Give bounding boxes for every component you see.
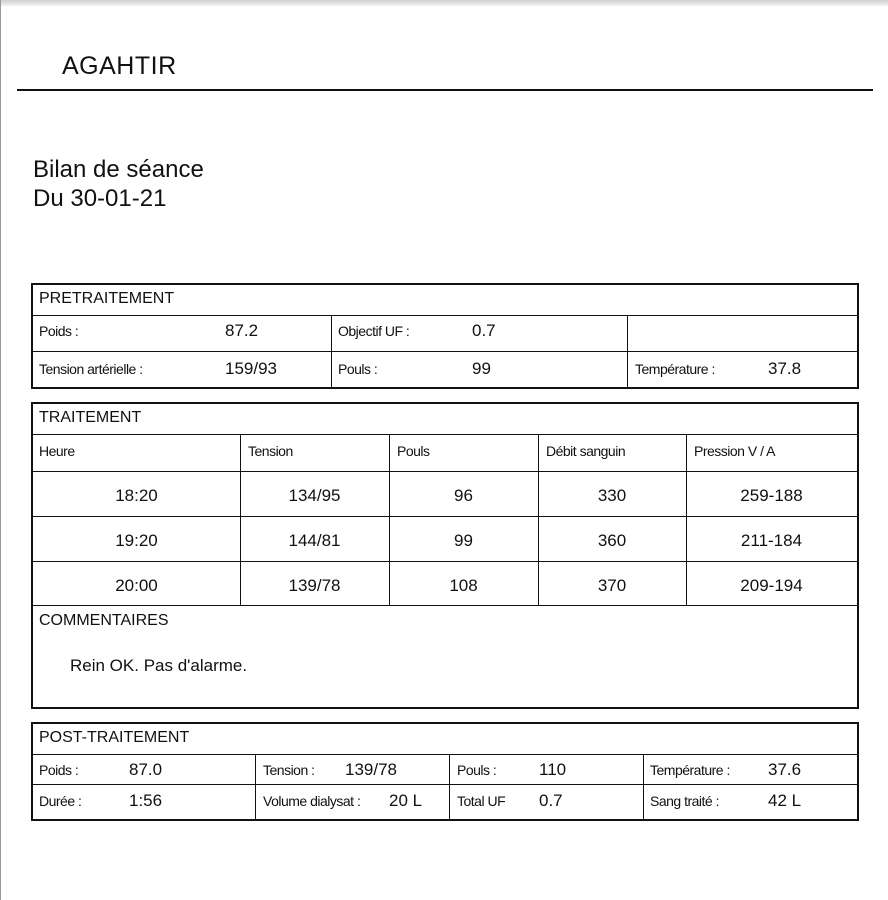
row-divider [33, 784, 857, 785]
patient-name: AGAHTIR [62, 52, 177, 80]
row-divider [33, 471, 857, 472]
row-divider [33, 351, 857, 352]
top-shadow [0, 0, 888, 6]
pre-tension-label: Tension artérielle : [39, 361, 143, 377]
post-duree-value: 1:56 [129, 791, 163, 810]
row-divider [33, 561, 857, 562]
table-cell: 96 [454, 486, 473, 505]
post-duree-label: Durée : [39, 793, 82, 809]
pretraitement-title: PRETRAITEMENT [39, 290, 175, 307]
table-cell: 139/78 [288, 576, 341, 595]
table-cell: 99 [454, 531, 473, 550]
document-title-line: Bilan de séance [33, 156, 204, 183]
row-divider [33, 605, 857, 606]
table-cell: 360 [597, 531, 627, 550]
pre-tension-value: 159/93 [225, 359, 277, 378]
header-divider [17, 89, 873, 91]
pre-poids-value: 87.2 [225, 321, 259, 340]
col-divider [449, 754, 450, 819]
col-divider [627, 315, 628, 387]
col-divider [643, 754, 644, 819]
pre-pouls-value: 99 [472, 359, 491, 378]
column-header-pression: Pression V / A [694, 443, 775, 459]
post-poids-value: 87.0 [129, 760, 163, 779]
post-temperature-label: Température : [650, 762, 730, 778]
table-cell: 134/95 [288, 486, 341, 505]
pretraitement-section [31, 283, 859, 389]
pre-pouls-label: Pouls : [338, 361, 378, 377]
table-cell: 20:00 [115, 576, 158, 595]
column-header-pouls: Pouls [397, 443, 430, 459]
post-traitement-title: POST-TRAITEMENT [39, 729, 190, 746]
commentaires-text: Rein OK. Pas d'alarme. [70, 656, 248, 675]
document-title [33, 155, 204, 213]
left-edge [0, 0, 1, 900]
commentaires-title: COMMENTAIRES [39, 612, 169, 629]
table-cell: 19:20 [115, 531, 158, 550]
traitement-title: TRAITEMENT [39, 409, 142, 426]
table-cell: 144/81 [288, 531, 341, 550]
post-volume-dialysat-label: Volume dialysat : [263, 793, 361, 809]
post-tension-label: Tension : [263, 762, 315, 778]
post-sang-traite-value: 42 L [768, 791, 802, 810]
post-traitement-section [31, 722, 859, 821]
traitement-section [31, 402, 859, 709]
pre-objectif-uf-value: 0.7 [472, 321, 496, 340]
post-pouls-value: 110 [539, 760, 567, 779]
table-cell: 209-194 [740, 576, 803, 595]
table-cell: 370 [597, 576, 627, 595]
col-divider [331, 315, 332, 387]
post-pouls-label: Pouls : [457, 762, 497, 778]
post-total-uf-value: 0.7 [539, 791, 563, 810]
table-cell: 330 [597, 486, 627, 505]
row-divider [33, 754, 857, 755]
pre-objectif-uf-label: Objectif UF : [338, 323, 410, 339]
post-total-uf-label: Total UF [457, 793, 506, 809]
pre-temperature-label: Température : [635, 361, 715, 377]
post-volume-dialysat-value: 20 L [389, 791, 423, 810]
pre-poids-label: Poids : [39, 323, 79, 339]
column-header-tension: Tension [248, 443, 293, 459]
column-header-debit-sanguin: Débit sanguin [546, 443, 626, 459]
document-date-line: Du 30-01-21 [33, 185, 167, 212]
row-divider [33, 315, 857, 316]
table-cell: 259-188 [740, 486, 803, 505]
column-header-heure: Heure [39, 443, 75, 459]
row-divider [33, 434, 857, 435]
post-sang-traite-label: Sang traité : [650, 793, 719, 809]
table-cell: 108 [449, 576, 478, 595]
pre-temperature-value: 37.8 [768, 359, 802, 378]
row-divider [33, 516, 857, 517]
col-divider [255, 754, 256, 819]
post-poids-label: Poids : [39, 762, 79, 778]
table-cell: 211-184 [740, 531, 803, 550]
table-cell: 18:20 [115, 486, 158, 505]
post-tension-value: 139/78 [345, 760, 397, 779]
post-temperature-value: 37.6 [768, 760, 802, 779]
